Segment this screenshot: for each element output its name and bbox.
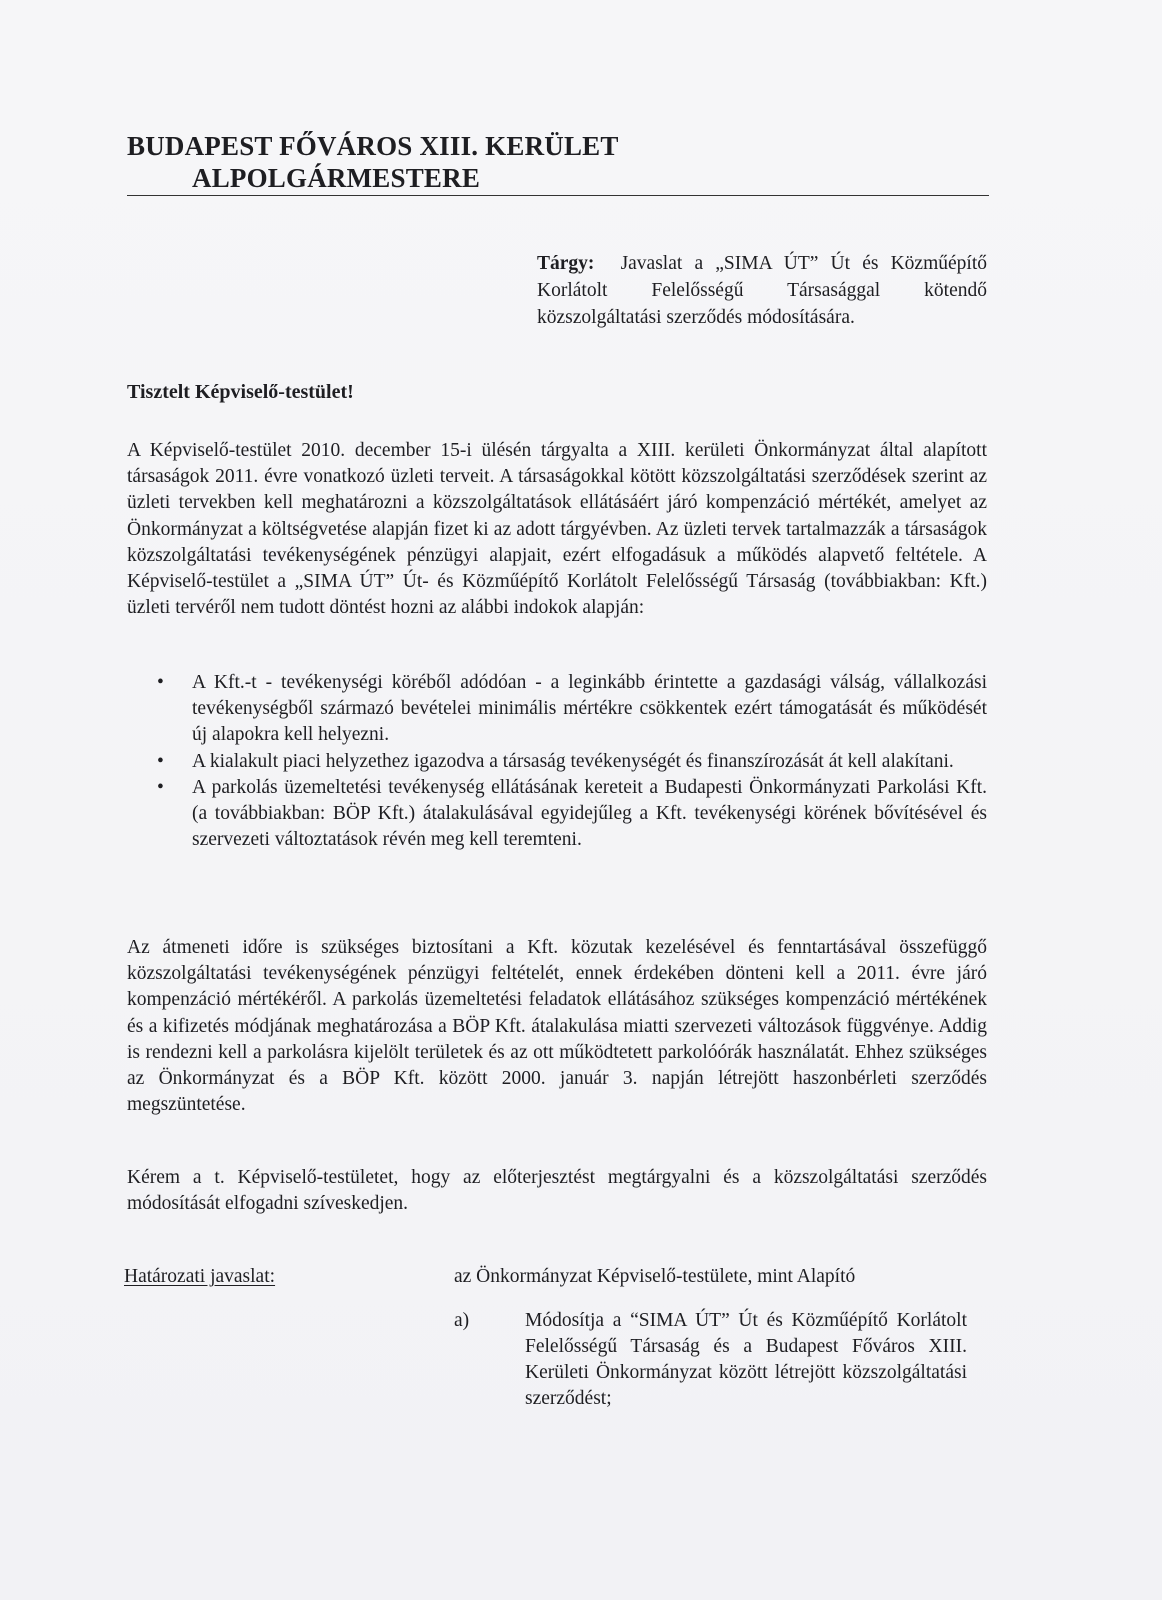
intro-paragraph: A Képviselő-testület 2010. december 15-i ülésén tárgyalta a XIII. kerületi Önkormányzat által alapított társaságok 2011. évre vonatkozó üzleti terveit. A társaságokkal kötött közszolgáltatási szerződések szerint az üzleti tervekben kell meghatározni a közszolgáltatások ellátásáért járó kompenzáció mértékét, amelyet az Önkormányzat a költségvetése alapján fizet ki az adott tárgyévben. Az üzleti tervek tartalmazzák a társaságok közszolgáltatási tevékenységének pénzügyi alapjait, ezért elfogadásuk a működés alapvető feltétele. A Képviselő-testület a „SIMA ÚT” Út- és Közműépítő Korlátolt Felelősségű Társaság (továbbiakban: Kft.) üzleti tervéről nem tudott döntést hozni az alábbi indokok alapján: [127, 440, 987, 619]
bullet-icon: • [157, 672, 164, 693]
list-item-text: A Kft.-t - tevékenységi köréből adódóan - a leginkább érintette a gazdasági válság, vállalkozási tevékenységből származó bevételei minimális mértékre csökkentek ezért támogatását és működését új alapokra kell helyezni. [192, 672, 987, 746]
letterhead [127, 130, 619, 194]
list-item-text: A kialakult piaci helyzethez igazodva a társaság tevékenységét és finanszírozását át kell alakítani. [192, 750, 954, 772]
letterhead-divider [127, 195, 989, 196]
list-item [127, 670, 987, 749]
salutation: Tisztelt Képviselő-testület! [127, 381, 354, 403]
request-paragraph: Kérem a t. Képviselő-testületet, hogy az előterjesztést megtárgyalni és a közszolgáltatási szerződés módosítását elfogadni szíveskedjen. [127, 1167, 987, 1215]
subject-block [537, 250, 987, 331]
list-item [127, 749, 987, 775]
list-item [127, 775, 987, 854]
bullet-icon: • [157, 750, 164, 772]
letterhead-title: BUDAPEST FŐVÁROS XIII. KERÜLET [127, 131, 619, 161]
resolution-item-text: Módosítja a “SIMA ÚT” Út és Közműépítő Korlátolt Felelősségű Társaság és a Budapest Főváros XIII. Kerületi Önkormányzat között létrejött közszolgáltatási szerződést; [525, 1310, 967, 1409]
list-item-text: A parkolás üzemeltetési tevékenység ellátásának kereteit a Budapesti Önkormányzati Parkolási Kft. (a továbbiakban: BÖP Kft.) átalakulásával egyidejűleg a Kft. tevékenységi körének bővítésével és szervezeti változtatások révén meg kell teremteni. [192, 776, 987, 851]
subject-text: Javaslat a „SIMA ÚT” Út és Közműépítő Korlátolt Felelősségű Társasággal kötendő közszolgáltatási szerződés módosítására. [537, 253, 987, 328]
reasons-list [127, 670, 987, 853]
subject-content [537, 250, 987, 331]
resolution-label: Határozati javaslat: [124, 1266, 276, 1287]
bullet-icon: • [157, 776, 164, 798]
transition-paragraph: Az átmeneti időre is szükséges biztosítani a Kft. közutak kezelésével és fenntartásával összefüggő közszolgáltatási tevékenységének pénzügyi feltételét, ennek érdekében dönteni kell a 2011. évre járó kompenzáció mértékéről. A parkolás üzemeltetési feladatok ellátásához szükséges kompenzáció mértékének és a kifizetés módjának meghatározása a BÖP Kft. átalakulása miatti szervezeti változások függvénye. Addig is rendezni kell a parkolásra kijelölt területek és az ott működtetett parkolóórák használatát. Ehhez szükséges az Önkormányzat és a BÖP Kft. között 2000. január 3. napján létrejött haszonbérleti szerződés megszüntetése. [127, 937, 987, 1116]
subject-label: Tárgy: [537, 253, 595, 274]
resolution-item-marker: a) [454, 1310, 470, 1331]
resolution-intro: az Önkormányzat Képviselő-testülete, mint Alapító [454, 1266, 856, 1287]
letterhead-subtitle: ALPOLGÁRMESTERE [192, 163, 481, 193]
